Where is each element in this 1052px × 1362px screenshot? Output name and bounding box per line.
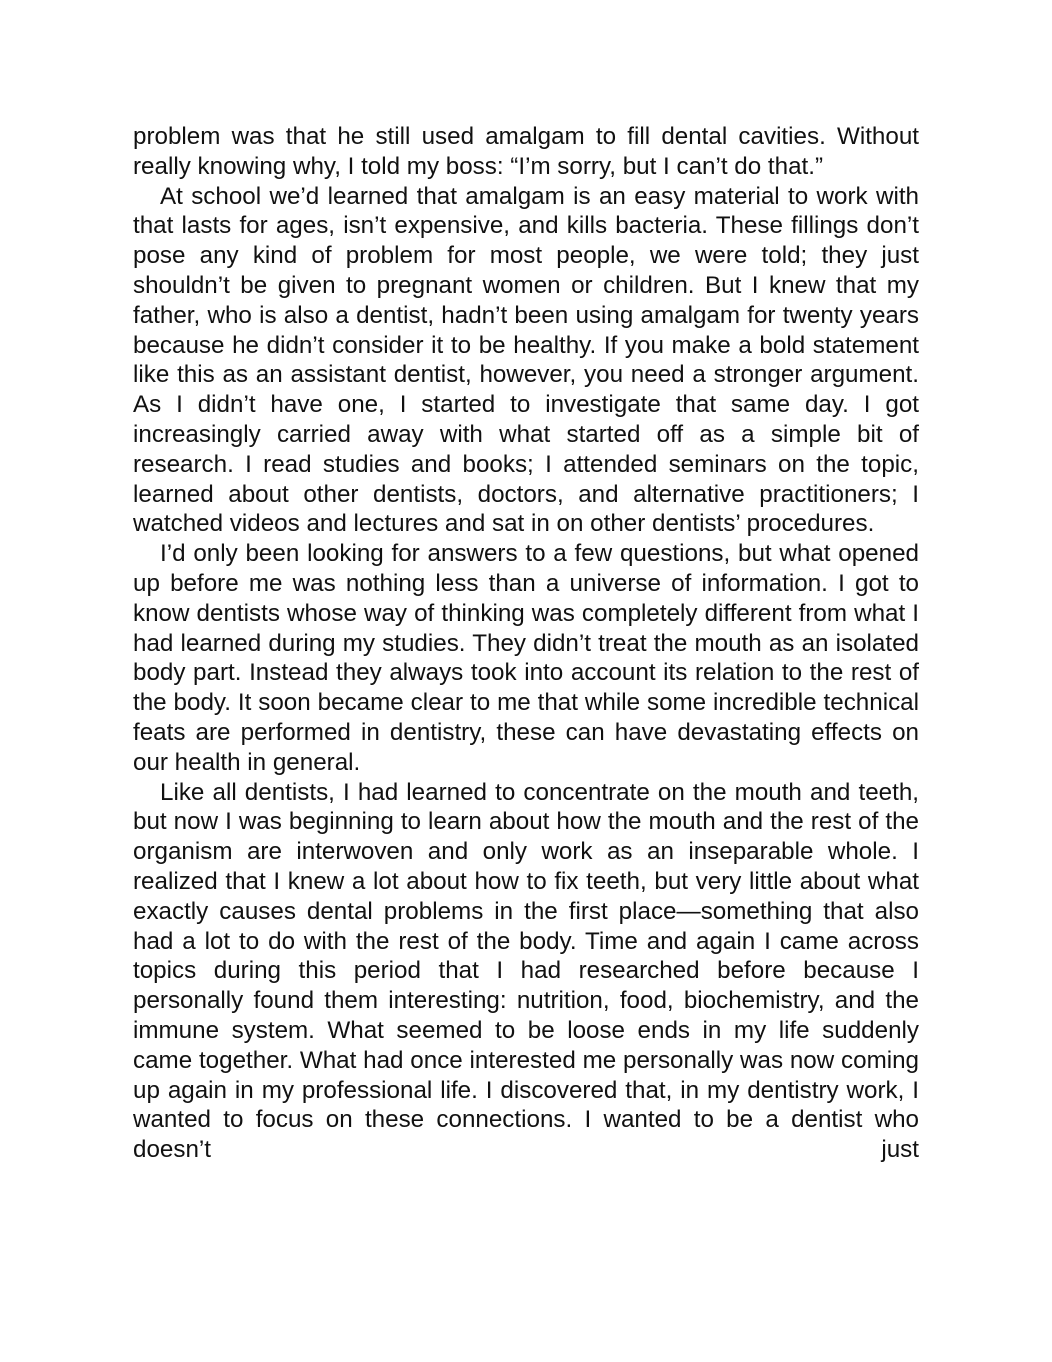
- paragraph-mouth-and-body: Like all dentists, I had learned to concentrate on the mouth and teeth, but now I was beginning to learn about how the mouth and the rest of the organism are interwoven and only work as an inseparable whole. I realized that I knew a lot about how to fix teeth, but very little about what exactly causes dental problems in the first place—something that also had a lot to do with the rest of the body. Time and again I came across topics during this period that I had researched before because I personally found them interesting: nutrition, food, biochemistry, and the immune system. What seemed to be loose ends in my life suddenly came together. What had once interested me personally was now coming up again in my professional life. I discovered that, in my dentistry work, I wanted to focus on these connections. I wanted to be a dentist who doesn’t just: [133, 778, 919, 1164]
- paragraph-universe-of-information: I’d only been looking for answers to a few questions, but what opened up before me was nothing less than a universe of information. I got to know dentists whose way of thinking was completely different from what I had learned during my studies. They didn’t treat the mouth as an isolated body part. Instead they always took into account its relation to the rest of the body. It soon became clear to me that while some incredible technical feats are performed in dentistry, these can have devastating effects on our health in general.: [133, 540, 919, 776]
- body-text: [133, 122, 919, 1165]
- paragraph-amalgam-school: At school we’d learned that amalgam is an easy material to work with that lasts for ages, isn’t expensive, and kills bacteria. These fillings don’t pose any kind of problem for most people, we were told; they just shouldn’t be given to pregnant women or children. But I knew that my father, who is also a dentist, hadn’t been using amalgam for twenty years because he didn’t consider it to be healthy. If you make a bold statement like this as an assistant dentist, however, you need a stronger argument. As I didn’t have one, I started to investigate that same day. I got increasingly carried away with what started off as a simple bit of research. I read studies and books; I attended seminars on the topic, learned about other dentists, doctors, and alternative practitioners; I watched videos and lectures and sat in on other dentists’ procedures.: [133, 182, 919, 538]
- paragraph-continued: problem was that he still used amalgam to fill dental cavities. Without really knowing why, I told my boss: “I’m sorry, but I can’t do that.”: [133, 123, 919, 180]
